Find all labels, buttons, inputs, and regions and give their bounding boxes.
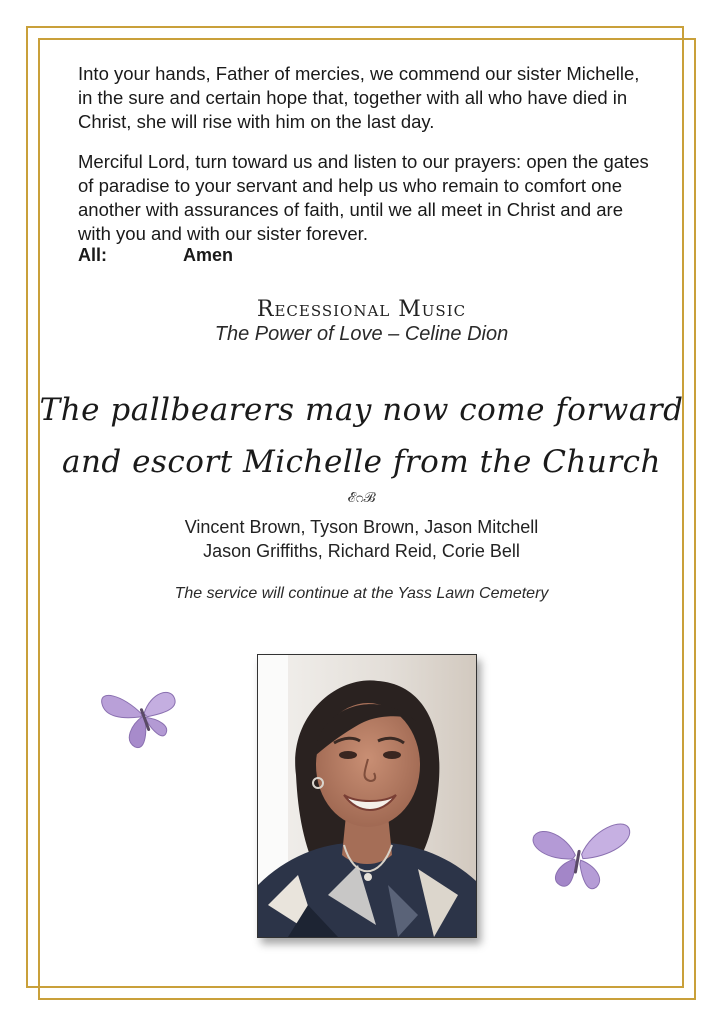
service-continuation-note: The service will continue at the Yass Lawn Cemetery [174, 585, 549, 602]
pallbearers-invite-line-2: and escort Michelle from the Church [61, 444, 662, 480]
response-line [78, 245, 233, 266]
pallbearer-names-line-2: Jason Griffiths, Richard Reid, Corie Bell [203, 541, 520, 561]
portrait-illustration [258, 655, 476, 937]
butterfly-icon [526, 804, 634, 900]
pallbearer-names-line-1: Vincent Brown, Tyson Brown, Jason Mitchell [184, 517, 539, 537]
recessional-heading: Recessional Music [256, 297, 467, 322]
recessional-song: The Power of Love – Celine Dion [214, 323, 509, 345]
portrait-photo [257, 654, 477, 938]
response-text: Amen [183, 245, 234, 265]
butterfly-icon [100, 668, 186, 760]
prayer-paragraph-1: Into your hands, Father of mercies, we commend our sister Michelle, in the sure and certain hope that, together with all who have died in Christ, she will rise with him on the last day. [78, 63, 640, 132]
response-label: All: [78, 245, 107, 265]
ornament-divider: ℰ೧ℬ [347, 490, 376, 506]
pallbearers-invite-line-1: The pallbearers may now come forward [39, 392, 684, 428]
prayer-paragraph-2: Merciful Lord, turn toward us and listen to our prayers: open the gates of paradise to your servant and help us who remain to comfort one another with assurances of faith, until we all meet in Christ and are with you and with our sister forever. [78, 151, 649, 244]
